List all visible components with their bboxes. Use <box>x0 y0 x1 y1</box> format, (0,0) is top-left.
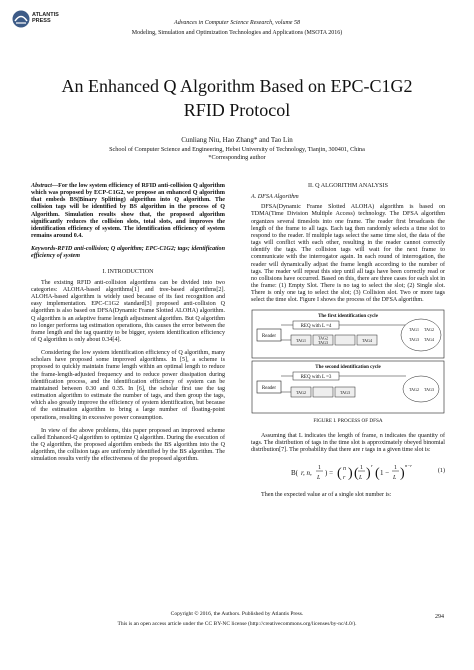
intro-paragraph-3: In view of the above problems, this paper proposed an improved scheme called Enhanced-Q algorithm to optimize Q algorithm. During the execution of the Q algorithm, the proposed algorithm embeds the BS algorithm into the Q algorithm, the collision tags are uniformly identified by the BS algorithm. The simulation results verify the effectiveness of the proposed algorithm. <box>31 427 225 463</box>
title-line2: RFID Protocol <box>183 100 291 120</box>
tag-1-label: TAG1 <box>409 326 419 332</box>
formula-number: (1) <box>437 468 445 475</box>
svg-text:r: r <box>371 463 373 469</box>
slot-1-3 <box>335 335 355 345</box>
subsection-heading-dfsa: A. DFSA Algorithm <box>251 194 299 201</box>
tag-2-label: TAG2 <box>424 326 434 332</box>
tags-group-1 <box>401 319 441 351</box>
affiliation-line1: School of Computer Science and Engineering, Hebei University of Technology, Tianjin, 300401, China <box>109 146 365 153</box>
svg-text:): ) <box>366 466 371 482</box>
title-line1: An Enhanced Q Algorithm Based on EPC-C1G2 <box>61 76 413 96</box>
reader-label-2: Reader <box>261 385 277 391</box>
keywords-text: RFID anti-collision; Q algorithm; EPC-C1G2; tags; identification efficiency of system <box>31 246 225 260</box>
dfsa-paragraph: DFSA(Dynamic Frame Slotted ALOHA) algorithm is based on TDMA(Time Division Multiple Access) technology. The DFSA algorithm organizes several timeslots into one frame. The reader first broadcasts the length of the frame to all tags. Each tag then randomly selects a time slot to respond to the reader. If multiple tags select the same time slot, the data of the tags will conflict with each other, resulting in the reader cannot correctly identify the tags. The collision tags will wait for the next frame to communicate with the interrogator again. In each round of interrogation, the reader will dynamically adjust the frame length according to the number of tags. The reader will repeat this step until all tags have been correctly read or no collisions have occurred. Based on this, there are three cases for each slot in the frame: (1) Empty Slot. There is no tag to select the slot; (2) Single slot. There is only one tag to select the slot; (3) Collision slot. Two or more tags select the time slot. Figure I shows the process of the DFSA algorithm. <box>251 204 445 304</box>
svg-text:) =: ) = <box>325 469 334 478</box>
svg-text:1: 1 <box>394 465 397 472</box>
tag-3-label-b: TAG3 <box>424 386 434 392</box>
keywords <box>31 246 225 260</box>
tag-4-label: TAG4 <box>424 336 434 342</box>
paper-title <box>20 74 454 122</box>
dfsa-diagram <box>251 309 445 414</box>
conference-header: Modeling, Simulation and Optimization Technologies and Applications (MSOTA 2016) <box>131 30 343 36</box>
svg-text:r, n,: r, n, <box>301 469 312 478</box>
logo-line2: PRESS <box>32 18 51 24</box>
intro-paragraph-1: The existing RFID anti-collision algorithms can be divided into two categories: ALOHA-based algorithms[1] and tree-based algorithms[2]. ALOHA-based algorithm is widely used because of its fast recognition and easy implementation. EPC-C1G2 standard[3] proposed anti-collision Q algorithm is also based on DFSA(Dynamic Frame Slotted ALOHA) algorithm. Q algorithm is an adaptive frame length adjustment algorithm. But Q algorithm no longer performs tag estimation operations, this causes the error between the frame length and the tag quantity to be bigger, system identification efficiency of Q algorithm is only about 0.34[4]. <box>31 279 225 343</box>
req-label-1: REQ with L =4 <box>300 323 332 329</box>
figure-caption: FIGURE I. PROCESS OF DFSA <box>313 417 383 424</box>
svg-text:(: ( <box>354 466 359 482</box>
corresponding-author: *Corresponding author <box>208 154 266 161</box>
logo-line1: ATLANTIS <box>32 12 59 18</box>
abstract-label: Abstract— <box>31 183 59 189</box>
svg-text:L: L <box>393 475 397 482</box>
page-number: 294 <box>435 614 444 620</box>
tag-2-label-b: TAG2 <box>409 386 419 392</box>
slot-1-1-label: TAG1 <box>296 337 306 343</box>
section-heading-q-analysis: II. Q ALGORITHM ANALYSIS <box>308 183 388 189</box>
req-label-2: REQ with L =3 <box>300 374 332 380</box>
slot-1-2-label-a: TAG2 <box>318 335 328 340</box>
svg-text:): ) <box>400 466 405 482</box>
copyright-line: Copyright © 2016, the Authors. Published by Atlantis Press. <box>170 611 304 617</box>
license-line: This is an open access article under the CC BY-NC license (http://creativecommons.org/licenses/by-nc/4.0/). <box>117 621 357 627</box>
svg-text:r: r <box>343 475 346 482</box>
binomial-paragraph: Assuming that L indicates the length of frame, n indicates the quantity of tags. The distribution of tags in the time slot is approximately obeyed binomial distribution[7]. The probability that there are r tags in a given time slot is: <box>251 432 445 453</box>
binomial-formula <box>251 458 445 488</box>
affiliation <box>0 146 474 162</box>
dfsa-process-figure <box>251 309 445 414</box>
authors: Cunliang Niu, Hao Zhang* and Tao Lin <box>181 136 293 144</box>
svg-text:): ) <box>348 466 353 482</box>
abstract <box>31 183 225 240</box>
slot-1-2-label-b: TAG3 <box>318 339 328 345</box>
tag-3-label: TAG3 <box>409 336 419 342</box>
svg-text:L: L <box>317 475 321 482</box>
svg-text:1: 1 <box>318 465 321 472</box>
keywords-label: Keywords- <box>31 246 58 253</box>
svg-text:L: L <box>359 475 363 482</box>
left-column <box>31 183 225 463</box>
intro-paragraph-2: Considering the low system identification efficiency of Q algorithm, many scholars have proposed some improved algorithms. In [5], a scheme is proposed to quickly maintain frame length within an optimal length to reduce the frame-length-adjusted frequency and to reduce power dissipation during identification process, and the identification efficiency of system can be maintained between 0.30 and 0.35. In [6], the scholar first use the tag estimation algorithm to estimate the number of tags, and then group the tags, which also greatly improve the efficiency of system identification, but because of the estimation algorithm to bring a large number of floating-point operations, resulting in excessive power consumption. <box>31 350 225 421</box>
cycle-1-label: The first identification cycle <box>318 313 378 319</box>
cycle-2-label: The second identification cycle <box>315 364 381 370</box>
svg-text:(: ( <box>375 466 380 482</box>
formula-graphic <box>251 458 445 488</box>
svg-text:(: ( <box>337 466 342 482</box>
svg-text:n−r: n−r <box>405 463 413 469</box>
reader-label-1: Reader <box>261 333 277 339</box>
slot-2-2 <box>313 387 333 397</box>
expected-value-text: Then the expected value ar of a single slot number is: <box>261 492 392 499</box>
right-column <box>251 183 445 499</box>
slot-1-4-label: TAG4 <box>362 337 372 343</box>
slot-2-1-label: TAG2 <box>296 389 306 395</box>
journal-header: Advances in Computer Science Research, volume 58 <box>174 20 300 26</box>
section-heading-introduction: I. INTRODUCTION <box>102 268 154 275</box>
slot-2-3-label: TAG3 <box>340 389 350 395</box>
svg-text:1: 1 <box>360 465 363 472</box>
svg-text:B(: B( <box>291 469 298 478</box>
svg-text:1 −: 1 − <box>380 469 390 478</box>
svg-text:n: n <box>343 466 346 473</box>
abstract-text: For the low system efficiency of RFID anti-collision Q algorithm which was proposed by ECP-C1G2, we propose an enhanced Q algorithm that embeds BS(Binary Splitting) algorithm into Q algorithm. The collision tags will be identified by BS algorithm in the process of Q Algorithm. Simulation results show that, the proposed algorithm significantly reduces the collision slots, total slots, and improves the identification efficiency of system. The identification efficiency of system remains around 0.4. <box>31 183 225 240</box>
